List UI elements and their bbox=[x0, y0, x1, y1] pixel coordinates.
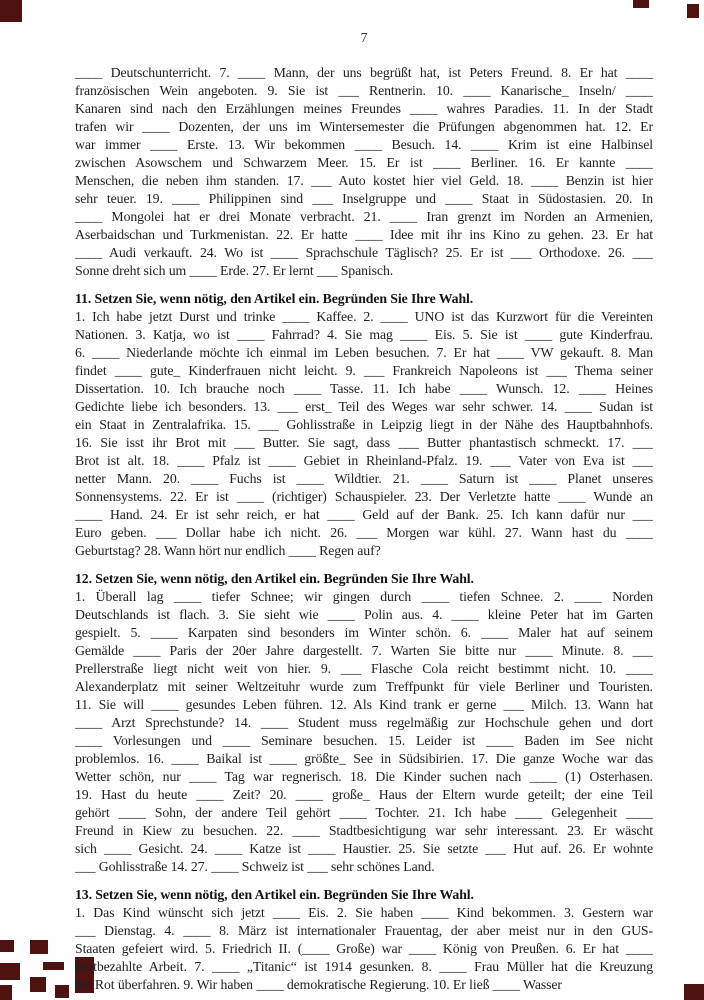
text-line: Menschen, die neben ihm standen. 17. ___ Auto kostet hier viel Geld. 18. ____ Benzin ist hier bbox=[75, 173, 653, 188]
text-line: Sonne dreht sich um ____ Erde. 27. Er lernt ___ Spanisch. bbox=[75, 263, 394, 278]
text-line: Aserbaidschan und Turkmenistan. 22. Er hatte ____ Idee mit ihr ins Kino zu gehen. 23. Er hat bbox=[75, 227, 653, 242]
text-line: Geburtstag? 28. Wann hört nur endlich ____ Regen auf? bbox=[75, 543, 381, 558]
page-number: 7 bbox=[360, 30, 368, 45]
text-line: Freund in Kiew zu besuchen. 22. ____ Stadtbesichtigung war sehr interessant. 23. Er wäscht bbox=[75, 823, 653, 838]
text-line: sich ____ Gesicht. 24. ____ Katze ist ____ Haustier. 25. Sie setzte ___ Hut auf. 26. Er wohnte bbox=[75, 841, 653, 856]
scan-artifact-bottom-left-3 bbox=[0, 963, 20, 980]
text-line: Wetter schön, nur ____ Tag war regnerisch. 18. Die Kinder suchen nach ____ (1) Osterhasen. bbox=[75, 769, 653, 784]
text-line: ____ Vorlesungen und ____ Seminare besuchen. 15. Leider ist ____ Baden im See nicht bbox=[75, 733, 653, 748]
text-line: 11. Sie will ____ gesundes Leben führen. 12. Als Kind trank er gerne ___ Milch. 13. Wann hat bbox=[75, 697, 653, 712]
text-line: Kanaren sind nach den Erzählungen meines Freundes ____ wahres Paradies. 11. In der Stadt bbox=[75, 101, 653, 116]
page-content bbox=[75, 30, 653, 994]
scan-artifact-bottom-left-8 bbox=[0, 985, 12, 1000]
text-line: gespielt. 5. ____ Karpaten sind besonders im Winter schön. 6. ____ Maler hat auf seinem bbox=[75, 625, 653, 640]
text-line: trafen wir ____ Dozenten, der uns im Wintersemester die Prüfungen abgenommen hat. 12. Er bbox=[75, 119, 653, 134]
text-line: Gemälde ____ Paris der 20er Jahre dargestellt. 7. Warten Sie bitte nur ____ Minute. 8. ___ bbox=[75, 643, 653, 658]
text-line: 1. Das Kind wünscht sich jetzt ____ Eis. 2. Sie haben ____ Kind bekommen. 3. Gestern war bbox=[75, 905, 653, 920]
text-line: 6. ____ Niederlande möchte ich einmal im Leben besuchen. 7. Er hat ____ VW gekauft. 8. Man bbox=[75, 345, 653, 360]
text-line: ____ Mongolei hat er drei Monate verbracht. 21. ____ Iran grenzt im Norden an Armenien, bbox=[75, 209, 653, 224]
text-line: 1. Ich habe jetzt Durst und trinke ____ Kaffee. 2. ____ UNO ist das Kurzwort für die Vereinten bbox=[75, 309, 653, 324]
exercise-11-heading: 11. Setzen Sie, wenn nötig, den Artikel ein. Begründen Sie Ihre Wahl. bbox=[75, 291, 474, 306]
text-line: ___ Dienstag. 4. ____ 8. März ist internationaler Frauentag, der aber meist nur in den GUS- bbox=[75, 923, 653, 938]
exercise-12-body bbox=[75, 588, 653, 876]
scan-artifact-bottom-left-7 bbox=[55, 985, 69, 998]
text-line: ____ Arzt Sprechstunde? 14. ____ Student muss regelmäßig zur Hochschule gehen und dort bbox=[75, 715, 653, 730]
scan-artifact-bottom-left-2 bbox=[30, 940, 48, 954]
scan-artifact-top-left bbox=[0, 0, 22, 22]
text-line: ein Staat in Zentralafrika. 15. ___ Gohlisstraße in Leipzig liegt in der Nähe des Hauptbahnhofs. bbox=[75, 417, 653, 432]
text-line: ____ Audi verkauft. 24. Wo ist ____ Sprachschule Täglisch? 25. Er ist ___ Orthodoxe. 26. ___ bbox=[75, 245, 653, 260]
scan-artifact-top-right-small bbox=[633, 0, 649, 8]
exercise-13-heading: 13. Setzen Sie, wenn nötig, den Artikel ein. Begründen Sie Ihre Wahl. bbox=[75, 887, 474, 902]
text-line: zwischen Asowschem und Schwarzem Meer. 15. Er ist ____ Berliner. 16. Er kannte ____ bbox=[75, 155, 653, 170]
text-line: Brot ist alt. 18. ____ Pfalz ist ____ Gebiet in Rheinland-Pfalz. 19. ___ Vater von Eva ist ___ bbox=[75, 453, 653, 468]
text-line: gehört ____ Sohn, der andere Teil gehört ____ Tochter. 21. Ich habe ____ Gelegenheit ____ bbox=[75, 805, 653, 820]
text-line: war immer ____ Erste. 13. Wir bekommen ____ Besuch. 14. ____ Krim ist eine Halbinsel bbox=[75, 137, 653, 152]
exercise-11-body bbox=[75, 308, 653, 560]
scan-artifact-bottom-left-4 bbox=[43, 962, 64, 970]
exercise-12-section bbox=[75, 570, 653, 876]
exercise-13-section bbox=[75, 886, 653, 994]
text-line: problemlos. 16. ____ Baikal ist ____ größte_ See in Südsibirien. 17. Die ganze Woche war das bbox=[75, 751, 653, 766]
text-line: Staaten gefeiert wird. 5. Friedrich II. (____ Große) war ____ König von Preußen. 6. Er hat ____ bbox=[75, 941, 653, 956]
exercise-13-body bbox=[75, 904, 653, 994]
text-line: Prellerstraße liegt nicht weit von hier. 9. ___ Flasche Cola reicht bestimmt nicht. 10. ____ bbox=[75, 661, 653, 676]
exercise-11-section bbox=[75, 290, 653, 560]
scan-artifact-bottom-right bbox=[684, 984, 704, 1000]
text-line: ____ Hand. 24. Er ist sehr reich, er hat ____ Geld auf der Bank. 25. Ich kann dafür nur ___ bbox=[75, 507, 653, 522]
exercise-12-heading: 12. Setzen Sie, wenn nötig, den Artikel ein. Begründen Sie Ihre Wahl. bbox=[75, 571, 474, 586]
text-line: netter Mann. 20. ____ Fuchs ist ____ Wildtier. 21. ____ Saturn ist ____ Planet unseres bbox=[75, 471, 653, 486]
text-line: 1. Überall lag ____ tiefer Schnee; wir gingen durch ____ tiefen Schnee. 2. ____ Norden bbox=[75, 589, 653, 604]
scan-artifact-bottom-left-5 bbox=[30, 977, 46, 992]
text-line: Deutschlands ist flach. 3. Sie sieht wie ____ Polin aus. 4. ____ kleine Peter hat im Garten bbox=[75, 607, 653, 622]
text-line: bestbezahlte Arbeit. 7. ____ „Titanic“ ist 1914 gesunken. 8. ____ Frau Müller hat die Kreuzung bbox=[75, 959, 653, 974]
exercise-10-continuation-paragraph bbox=[75, 64, 653, 280]
text-line: Alexanderplatz mit seiner Weltzeituhr wurde zum Treffpunkt für viele Berliner und Touristen. bbox=[75, 679, 653, 694]
text-line: ___ Gohlisstraße 14. 27. ____ Schweiz ist ___ sehr schönes Land. bbox=[75, 859, 435, 874]
text-line: Nationen. 3. Katja, wo ist ____ Fahrrad? 4. Sie mag ____ Eis. 5. Sie ist ____ gute Kinderfrau. bbox=[75, 327, 653, 342]
text-line: ____ Deutschunterricht. 7. ____ Mann, der uns begrüßt hat, ist Peters Freund. 8. Er hat ____ bbox=[75, 65, 653, 80]
text-line: 16. Sie isst ihr Brot mit ___ Butter. Sie sagt, dass ___ Butter phantastisch schmeckt. 17. ___ bbox=[75, 435, 653, 450]
text-line: Sonnensystems. 22. Er ist ____ (richtiger) Schauspieler. 23. Der Verletzte hatte ____ Wunde an bbox=[75, 489, 653, 504]
text-line: bei Rot überfahren. 9. Wir haben ____ demokratische Regierung. 10. Er ließ ____ Wasser bbox=[75, 977, 562, 992]
scan-artifact-bottom-left-1 bbox=[0, 940, 14, 952]
text-line: französischen Wein angeboten. 9. Sie ist ___ Rentnerin. 10. ____ Kanarische_ Inseln/ ____ bbox=[75, 83, 653, 98]
text-line: Dissertation. 10. Ich brauche noch ____ Tasse. 11. Ich habe ____ Wunsch. 12. ____ Heines bbox=[75, 381, 653, 396]
text-line: Gedichte liebe ich besonders. 13. ___ erst_ Teil des Weges war sehr schwer. 14. ____ Sudan ist bbox=[75, 399, 653, 414]
scan-artifact-top-right bbox=[687, 4, 699, 18]
text-line: findet ____ gute_ Kinderfrauen nicht leicht. 9. ___ Frankreich Napoleons ist ___ Thema seiner bbox=[75, 363, 653, 378]
text-line: sehr teuer. 19. ____ Philippinen sind ___ Inselgruppe und ____ Staat in Südostasien. 20. In bbox=[75, 191, 653, 206]
text-line: Euro geben. ___ Dollar habe ich nicht. 26. ___ Morgen war kühl. 27. Wann hast du ____ bbox=[75, 525, 653, 540]
text-line: 19. Hast du heute ____ Zeit? 20. ____ große_ Haus der Eltern wurde geteilt; der eine Teil bbox=[75, 787, 653, 802]
